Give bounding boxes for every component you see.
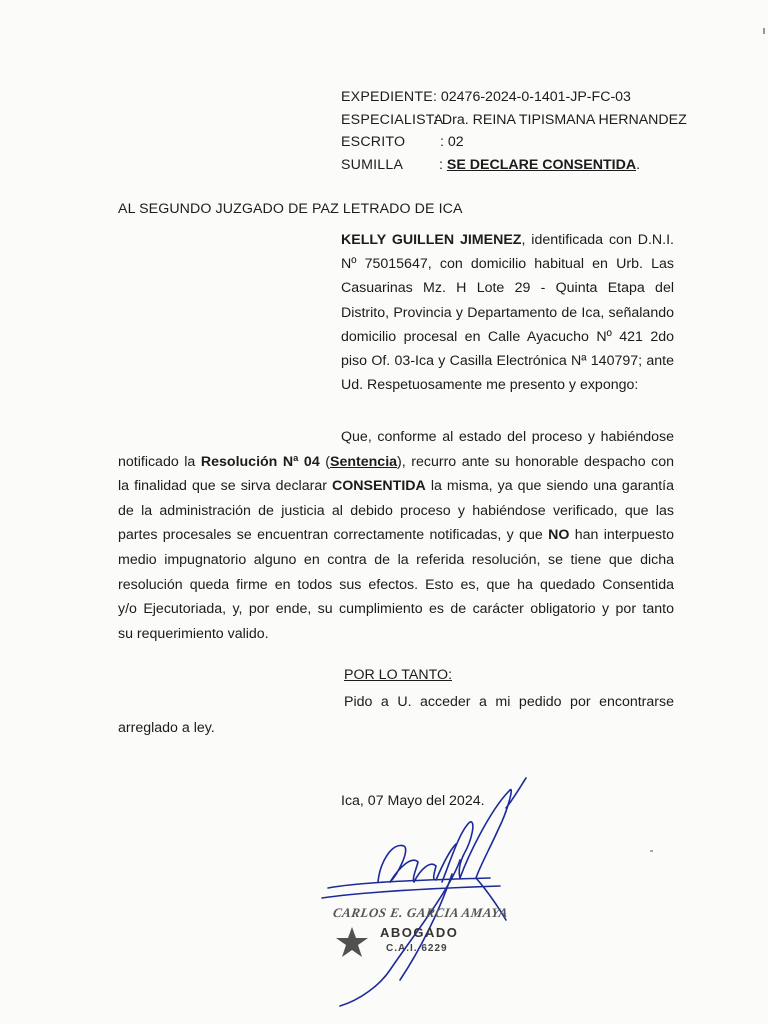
header-sumilla (341, 154, 641, 177)
escrito-label: ESCRITO (341, 134, 406, 150)
body-line: medio impugnatorio alguno en contra de la referida resolución, se tiene que dicha (118, 551, 674, 568)
consentida-word: CONSENTIDA (331, 478, 426, 495)
resolution-ref: Resolución Nª 04 (200, 453, 320, 470)
body-line: de la administración de justicia al debido proceso y habiéndose verificado, que las (118, 502, 674, 519)
header-expediente (341, 86, 631, 109)
signature-graphic (300, 770, 560, 1010)
stamp-star-emblem (330, 925, 374, 961)
no-word: NO (548, 527, 570, 544)
stamp-title: ABOGADO (380, 925, 459, 940)
stamp-lawyer-name: CARLOS E. GARCIA AMAYA (332, 905, 510, 920)
especialista-value: : Dra. REINA TIPISMANA HERNANDEZ (434, 111, 687, 128)
body-line: y/o Ejecutoriada, y, por ende, su cumplimiento es de carácter obligatorio y por tanto (118, 601, 674, 618)
document-date: Ica, 07 Mayo del 2024. (341, 793, 485, 809)
petitioner-name: KELLY GUILLEN JIMENEZ (341, 232, 522, 248)
request-line: Pido a U. acceder a mi pedido por encontrarse (344, 694, 674, 710)
body-line: partes procesales se encuentran correctamente notificadas, y que NO han interpuesto (118, 527, 674, 544)
body-paragraph (118, 425, 674, 646)
sumilla-tail: . (636, 156, 641, 173)
scan-speck (650, 850, 653, 852)
case-header (341, 86, 687, 176)
body-line: Que, conforme al estado del proceso y habiéndose (341, 429, 674, 445)
sentencia-ref: Sentencia (330, 453, 398, 470)
escrito-value: : 02 (440, 134, 464, 150)
sumilla-label: SUMILLA (341, 156, 404, 173)
expediente-label: EXPEDIENTE (341, 89, 433, 105)
request-line-end: arreglado a ley. (118, 720, 215, 736)
body-line: resolución queda firme en todos sus efectos. Esto es, que ha quedado Consentida (118, 576, 674, 593)
intro-text: , identificada con D.N.I. Nº 75015647, con domicilio habitual en Urb. Las Casuarinas Mz. H Lote 29 - Quinta Etapa del Distrito, Provincia y Departamento de Ica, señalando domicilio procesal en Calle Ayacucho Nº 421 2do piso Of. 03-Ica y Casilla Electrónica Nª 140797; ante Ud. Respetuosamente me presento y expongo: (341, 232, 674, 394)
por-lo-tanto-heading: POR LO TANTO: (344, 667, 453, 683)
stamp-registration: C.A.I. 6229 (386, 943, 448, 954)
sumilla-value: SE DECLARE CONSENTIDA (446, 156, 637, 173)
header-escrito (341, 131, 464, 154)
expediente-value: : 02476-2024-0-1401-JP-FC-03 (433, 89, 631, 105)
court-addressee: AL SEGUNDO JUZGADO DE PAZ LETRADO DE ICA (118, 201, 463, 217)
especialista-label: ESPECIALISTA (341, 111, 444, 128)
body-line: notificado la Resolución Nª 04 (Sentencia), recurro ante su honorable despacho con (118, 453, 674, 470)
scan-mark (763, 28, 765, 34)
sumilla-colon: : (439, 156, 447, 173)
body-line: la finalidad que se sirva declarar CONSENTIDA la misma, ya que siendo una garantía (118, 478, 674, 495)
intro-paragraph (341, 228, 674, 397)
header-especialista (341, 109, 687, 132)
body-line: su requerimiento valido. (118, 625, 269, 642)
